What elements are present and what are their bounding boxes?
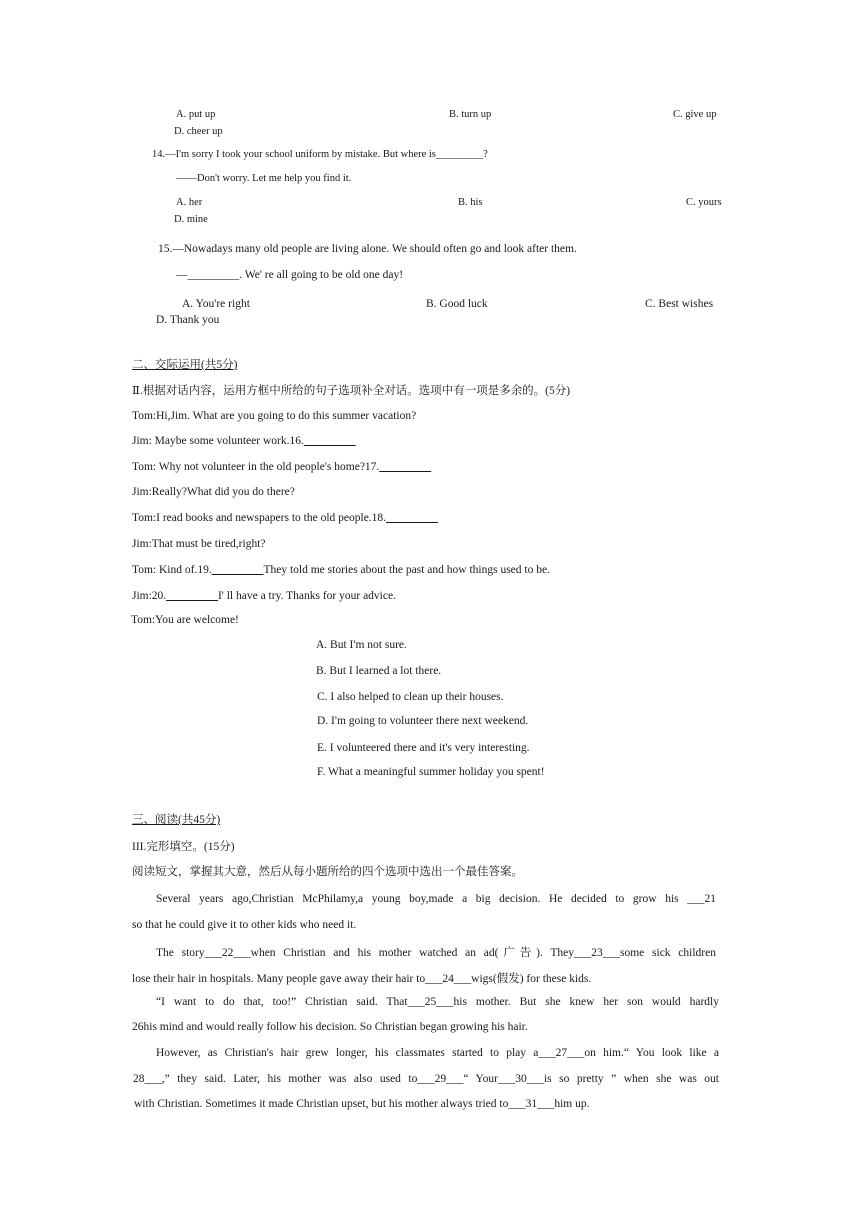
q15-option-b: B. Good luck — [426, 298, 488, 310]
dialogue-line-7: Tom: Kind of.19._________They told me stories about the past and how things used to be. — [132, 564, 550, 576]
choice-e: E. I volunteered there and it's very interesting. — [317, 742, 530, 754]
passage-p2-line1: The story___22___when Christian and his mother watched an ad(广告). They___23___some sick children — [156, 947, 716, 959]
q15-option-d: D. Thank you — [156, 314, 220, 326]
q15-reply: —_________. We' re all going to be old one day! — [176, 269, 404, 281]
choice-c: C. I also helped to clean up their houses. — [317, 691, 504, 703]
q13-option-a: A. put up — [176, 109, 216, 120]
blank-16: _________ — [303, 435, 356, 447]
q15-stem: 15.—Nowadays many old people are living alone. We should often go and look after them. — [158, 243, 577, 255]
section2-title: 二、交际运用(共5分) — [132, 359, 238, 371]
dialogue-line-8: Jim:20._________I' ll have a try. Thanks for your advice. — [132, 590, 396, 602]
q14-option-a: A. her — [176, 197, 203, 208]
passage-p3-line2: 26his mind and would really follow his decision. So Christian began growing his hair. — [132, 1021, 528, 1033]
blank-20: _________ — [166, 590, 218, 602]
q15-option-a: A. You're right — [182, 298, 250, 310]
q13-option-b: B. turn up — [449, 109, 492, 120]
blank-18: _________ — [386, 512, 438, 524]
passage-p4-line1: However, as Christian's hair grew longer, his classmates started to play a___27___on him.“ You look like a — [156, 1047, 719, 1059]
q14-reply: ——Don't worry. Let me help you find it. — [176, 173, 352, 184]
passage-p4-line3: with Christian. Sometimes it made Christian upset, but his mother always tried to___31___him up. — [134, 1098, 590, 1110]
choice-b: B. But I learned a lot there. — [316, 665, 442, 677]
section3-subtitle: III.完形填空。(15分) — [132, 841, 235, 853]
q14-option-d: D. mine — [174, 214, 208, 225]
blank-17: _________ — [379, 461, 432, 473]
passage-p1-line2: so that he could give it to other kids who need it. — [132, 919, 357, 931]
choice-a: A. But I'm not sure. — [316, 639, 407, 651]
dialogue-line-2: Jim: Maybe some volunteer work.16._________ — [132, 435, 356, 447]
section2-instruction: Ⅱ.根据对话内容，运用方框中所给的句子选项补全对话。选项中有一项是多余的。(5分) — [132, 385, 571, 397]
passage-p1-line1: Several years ago,Christian McPhilamy,a young boy,made a big decision. He decided to grow his ___21 — [156, 893, 716, 905]
dialogue-line-4: Jim:Really?What did you do there? — [132, 486, 295, 498]
dialogue-line-9: Tom:You are welcome! — [131, 614, 239, 626]
choice-f: F. What a meaningful summer holiday you spent! — [317, 766, 545, 778]
dialogue-line-1: Tom:Hi,Jim. What are you going to do this summer vacation? — [132, 410, 417, 422]
dialogue-line-3: Tom: Why not volunteer in the old people's home?17._________ — [132, 461, 432, 473]
section3-title: 三、阅读(共45分) — [132, 814, 221, 826]
q13-option-d: D. cheer up — [174, 126, 223, 137]
q14-option-b: B. his — [458, 197, 483, 208]
q13-option-c: C. give up — [673, 109, 717, 120]
passage-p4-line2: 28___,” they said. Later, his mother was also used to___29___“ Your___30___is so pretty ” when she was out — [133, 1073, 719, 1085]
q14-option-c: C. yours — [686, 197, 722, 208]
blank-19: _________ — [211, 564, 264, 576]
dialogue-line-6: Jim:That must be tired,right? — [132, 538, 266, 550]
choice-d: D. I'm going to volunteer there next weekend. — [317, 715, 529, 727]
q15-option-c: C. Best wishes — [645, 298, 714, 310]
section3-instruction: 阅读短文，掌握其大意，然后从每小题所给的四个选项中选出一个最佳答案。 — [132, 866, 523, 878]
dialogue-line-5: Tom:I read books and newspapers to the old people.18._________ — [132, 512, 438, 524]
passage-p3-line1: “I want to do that, too!” Christian said. That___25___his mother. But she knew her son would hardly — [156, 996, 719, 1008]
passage-p2-line2: lose their hair in hospitals. Many people gave away their hair to___24___wigs(假发) for these kids. — [132, 973, 592, 985]
q14-stem: 14.—I'm sorry I took your school uniform by mistake. But where is_________? — [152, 149, 488, 160]
